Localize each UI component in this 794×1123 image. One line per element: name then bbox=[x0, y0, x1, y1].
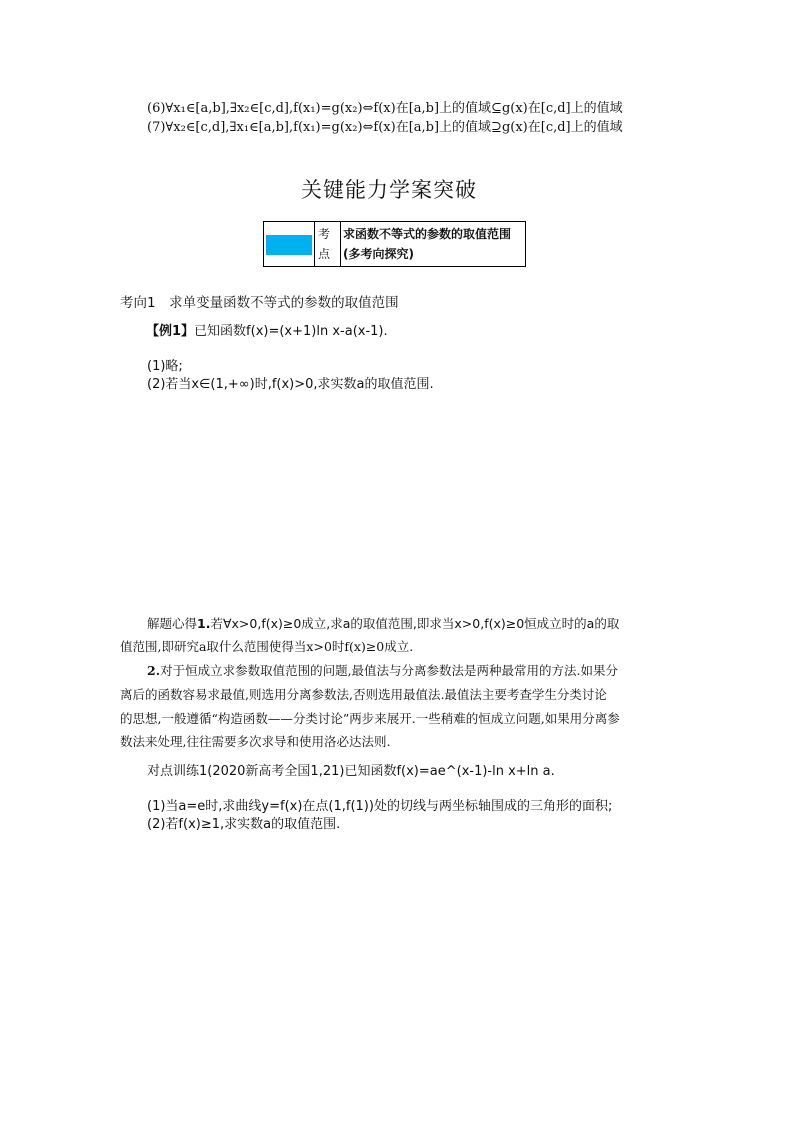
kaoxiang-heading: 考向1 求单变量函数不等式的参数的取值范围 bbox=[120, 295, 399, 311]
insight-p2-line3: 的思想,一般遵循“构造函数——分类讨论”两步来展开.一些稍难的恒成立问题,如果用分离参 bbox=[120, 711, 620, 726]
insight-p1-line1: 解题心得1.若∀x>0,f(x)≥0成立,求a的取值范围,即求当x>0,f(x)≥0恒成立时的a的取 bbox=[147, 616, 620, 631]
insight-p2-line1: 2.对于恒成立求参数取值范围的问题,最值法与分离参数法是两种最常用的方法.如果分 bbox=[147, 663, 619, 678]
example-stem: 已知函数f(x)=(x+1)ln x-a(x-1). bbox=[194, 324, 388, 339]
training-stem: (2020新高考全国1,21)已知函数f(x)=ae^(x-1)-ln x+ln a. bbox=[207, 764, 555, 779]
insight-p1-line2: 值范围,即研究a取什么范围使得当x>0时f(x)≥0成立. bbox=[120, 639, 414, 654]
kaodian-color-block bbox=[264, 222, 315, 267]
example-tag: 【例1】 bbox=[146, 324, 195, 339]
line-6: (6)∀x₁∈[a,b],∃x₂∈[c,d],f(x₁)=g(x₂)⇔f(x)在[a,b]上的值域⊆g(x)在[c,d]上的值域 bbox=[147, 101, 623, 116]
insight-p1-num: 1. bbox=[197, 616, 211, 631]
training-q1: (1)当a=e时,求曲线y=f(x)在点(1,f(1))处的切线与两坐标轴围成的三角形的面积; bbox=[147, 799, 613, 814]
example-q2: (2)若当x∈(1,+∞)时,f(x)>0,求实数a的取值范围. bbox=[147, 377, 434, 392]
training-label: 对点训练1 bbox=[147, 764, 208, 779]
training-1 bbox=[147, 763, 555, 781]
training-q2: (2)若f(x)≥1,求实数a的取值范围. bbox=[147, 817, 341, 832]
insight-p2-num: 2. bbox=[147, 663, 161, 678]
insight-p2-line4: 数法来处理,往往需要多次求导和使用洛必达法则. bbox=[120, 734, 391, 749]
insight-label: 解题心得 bbox=[147, 616, 198, 631]
insight-p2-line2: 离后的函数容易求最值,则选用分离参数法,否则选用最值法.最值法主要考查学生分类讨论 bbox=[120, 687, 607, 702]
section-title: 关键能力学案突破 bbox=[301, 178, 477, 202]
kaodian-text: 求函数不等式的参数的取值范围(多考向探究) bbox=[341, 222, 526, 267]
kaodian-label: 考点 bbox=[315, 222, 341, 267]
example-1 bbox=[146, 323, 388, 341]
kaodian-box bbox=[263, 221, 526, 267]
example-q1: (1)略; bbox=[147, 359, 183, 374]
line-7: (7)∀x₂∈[c,d],∃x₁∈[a,b],f(x₁)=g(x₂)⇔f(x)在[a,b]上的值域⊇g(x)在[c,d]上的值域 bbox=[147, 120, 623, 135]
